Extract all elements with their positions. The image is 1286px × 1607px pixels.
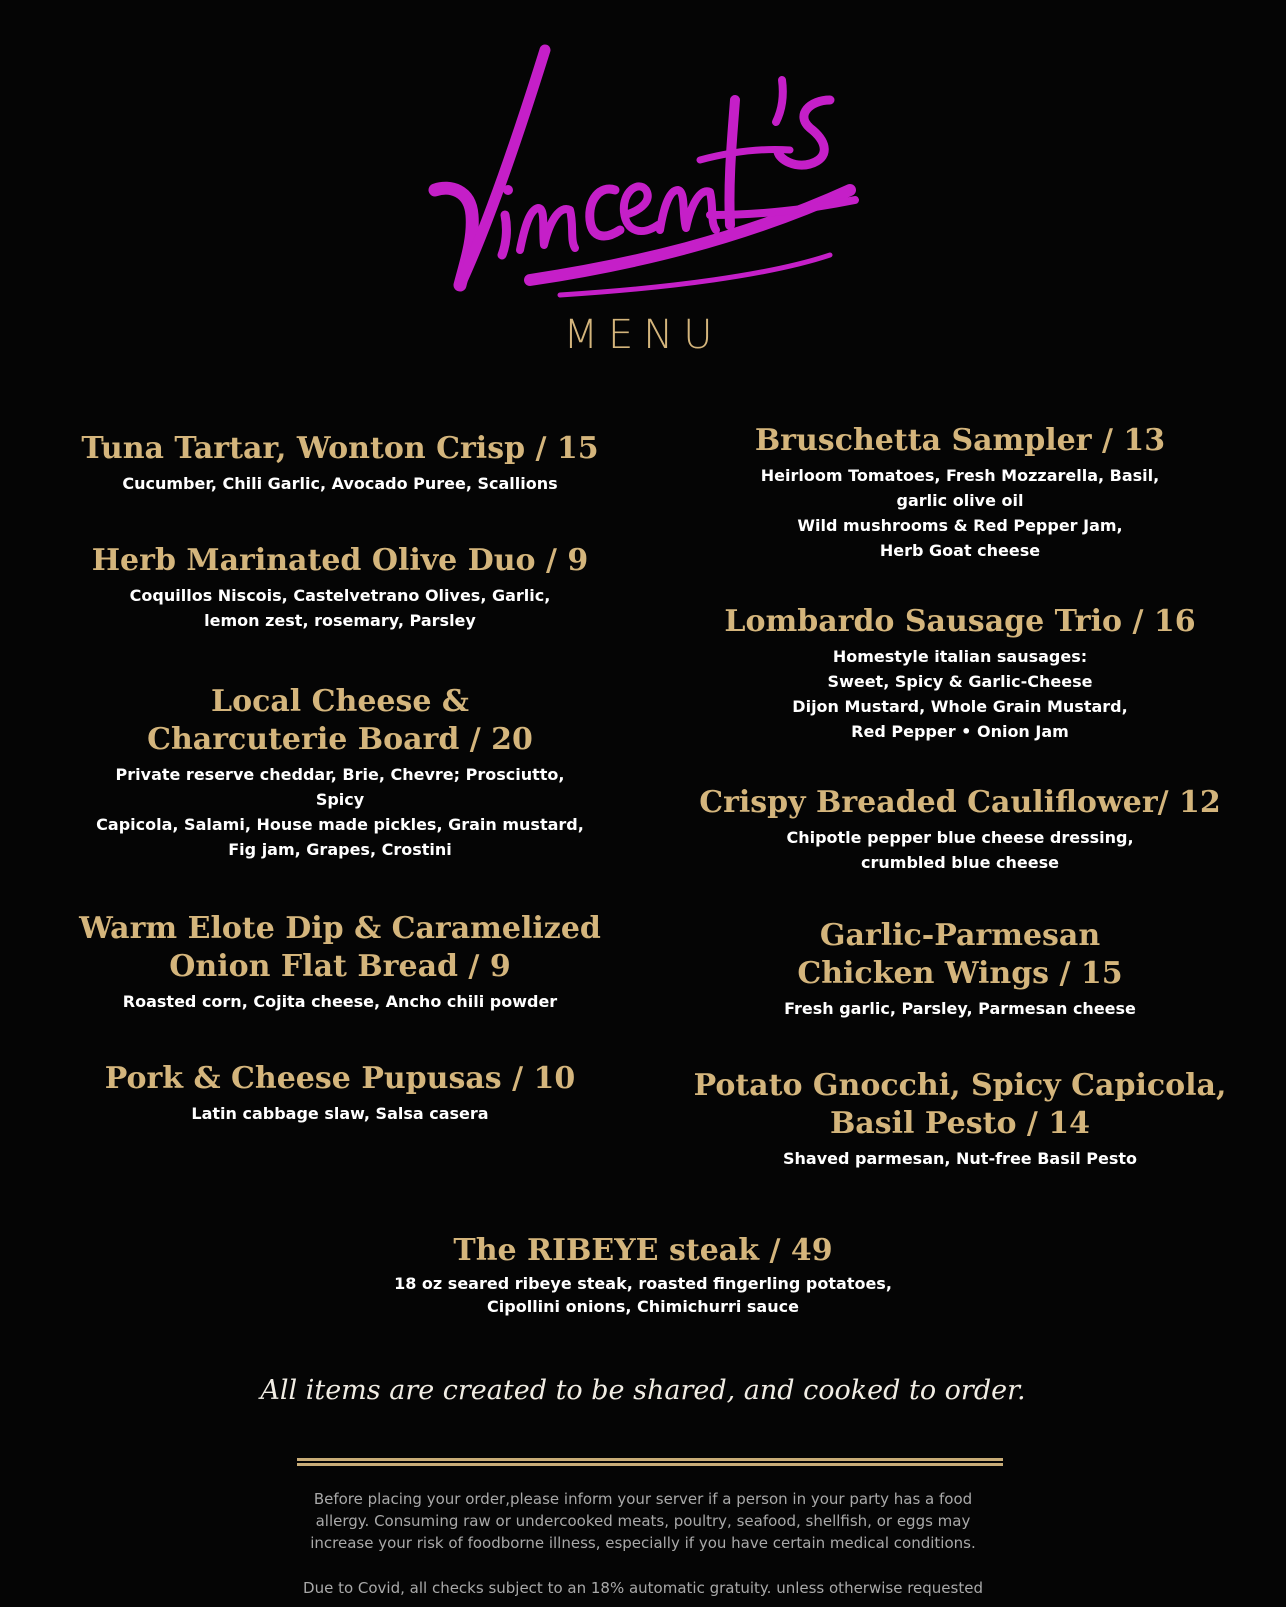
- featured-item: [243, 1232, 1043, 1318]
- menu-item: [670, 917, 1250, 1021]
- menu-item-title: Warm Elote Dip & Caramelized Onion Flat Bread / 9: [79, 911, 601, 984]
- right-column: [670, 422, 1250, 1171]
- menu-item-title: Garlic-Parmesan Chicken Wings / 15: [797, 918, 1123, 991]
- menu-item-description: Coquillos Niscois, Castelvetrano Olives, Garlic, lemon zest, rosemary, Parsley: [129, 586, 551, 630]
- menu-item-description: Latin cabbage slaw, Salsa casera: [191, 1104, 489, 1123]
- featured-item-description: 18 oz seared ribeye steak, roasted fingerling potatoes, Cipollini onions, Chimichurri sauce: [394, 1274, 892, 1316]
- menu-item-description: Cucumber, Chili Garlic, Avocado Puree, Scallions: [122, 474, 558, 493]
- menu-item-title: Herb Marinated Olive Duo / 9: [91, 543, 589, 578]
- menu-item-title: Crispy Breaded Cauliflower/ 12: [699, 785, 1221, 820]
- menu-item: [60, 1060, 620, 1126]
- menu-item-title: Lombardo Sausage Trio / 16: [724, 604, 1196, 639]
- menu-item-description: Homestyle italian sausages: Sweet, Spicy & Garlic-Cheese Dijon Mustard, Whole Grain Mustard, Red Pepper • Onion Jam: [792, 647, 1128, 741]
- allergy-disclaimer: Before placing your order,please inform your server if a person in your party has a food allergy. Consuming raw or undercooked meats, poultry, seafood, shellfish, or eggs may increase your risk of foodborne illness, especially if you have certain medical conditions.: [310, 1490, 976, 1552]
- menu-item-title: Potato Gnocchi, Spicy Capicola, Basil Pesto / 14: [693, 1068, 1227, 1141]
- menu-item-title: Local Cheese & Charcuterie Board / 20: [147, 684, 533, 757]
- menu-item-description: Roasted corn, Cojita cheese, Ancho chili powder: [122, 992, 558, 1011]
- menu-item: [60, 683, 620, 862]
- left-column: [60, 430, 620, 1126]
- featured-item-title: The RIBEYE steak / 49: [453, 1233, 833, 1268]
- menu-item-description: Shaved parmesan, Nut-free Basil Pesto: [782, 1149, 1138, 1168]
- menu-item: [670, 603, 1250, 744]
- menu-item-description: Fresh garlic, Parsley, Parmesan cheese: [784, 999, 1136, 1018]
- menu-item-description: Chipotle pepper blue cheese dressing, crumbled blue cheese: [786, 828, 1134, 872]
- logo-script-mark: [410, 40, 880, 310]
- menu-item: [670, 784, 1250, 875]
- menu-item: [670, 1067, 1250, 1171]
- menu-item-description: Heirloom Tomatoes, Fresh Mozzarella, Basil, garlic olive oil Wild mushrooms & Red Pepper Jam, Herb Goat cheese: [760, 466, 1160, 560]
- menu-item-title: Pork & Cheese Pupusas / 10: [104, 1061, 576, 1096]
- menu-item-title: Bruschetta Sampler / 13: [754, 423, 1166, 458]
- menu-item: [60, 542, 620, 633]
- menu-item: [670, 422, 1250, 563]
- tagline: All items are created to be shared, and cooked to order.: [260, 1375, 1026, 1406]
- double-divider: [297, 1458, 1003, 1466]
- menu-item-title: Tuna Tartar, Wonton Crisp / 15: [81, 431, 599, 466]
- menu-item: [60, 910, 620, 1014]
- menu-item: [60, 430, 620, 496]
- menu-item-description: Private reserve cheddar, Brie, Chevre; Prosciutto, Spicy Capicola, Salami, House made pickles, Grain mustard, Fig jam, Grapes, Crostini: [96, 765, 584, 859]
- menu-heading: MENU: [563, 312, 723, 358]
- covid-gratuity-note: Due to Covid, all checks subject to an 18% automatic gratuity. unless otherwise requested: [303, 1579, 983, 1597]
- vincents-logo: [410, 40, 880, 310]
